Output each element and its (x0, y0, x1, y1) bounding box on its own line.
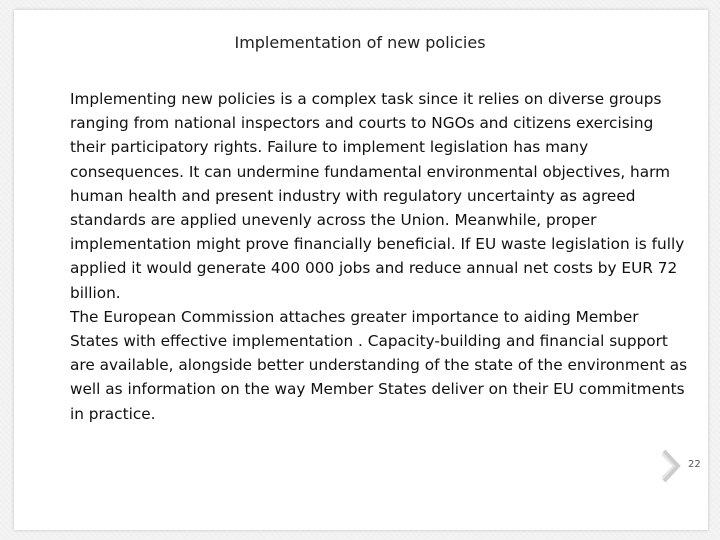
page-number: 22 (688, 459, 701, 470)
slide-title-text: Implementation of new policies (234, 33, 486, 52)
paragraph-2: The European Commission attaches greater importance to aiding Member States with effective implementation . Capacity-building and financial support are available, alongside better understanding of the state of the environment as well as information on the way Member States deliver on their EU commitments in practice. (70, 307, 688, 423)
slide-title (0, 33, 720, 52)
slide-body (70, 87, 690, 426)
chevron-right-icon (660, 448, 684, 484)
paragraph-1: Implementing new policies is a complex task since it relies on diverse groups ranging from national inspectors and courts to NGOs and citizens exercising their participatory rights. Failure to implement legislation has many consequences. It can undermine fundamental environmental objectives, harm human health and present industry with regulatory uncertainty as agreed standards are applied unevenly across the Union. Meanwhile, proper implementation might prove financially beneficial. If EU waste legislation is fully applied it would generate 400 000 jobs and reduce annual net costs by EUR 72 billion. (70, 90, 685, 302)
